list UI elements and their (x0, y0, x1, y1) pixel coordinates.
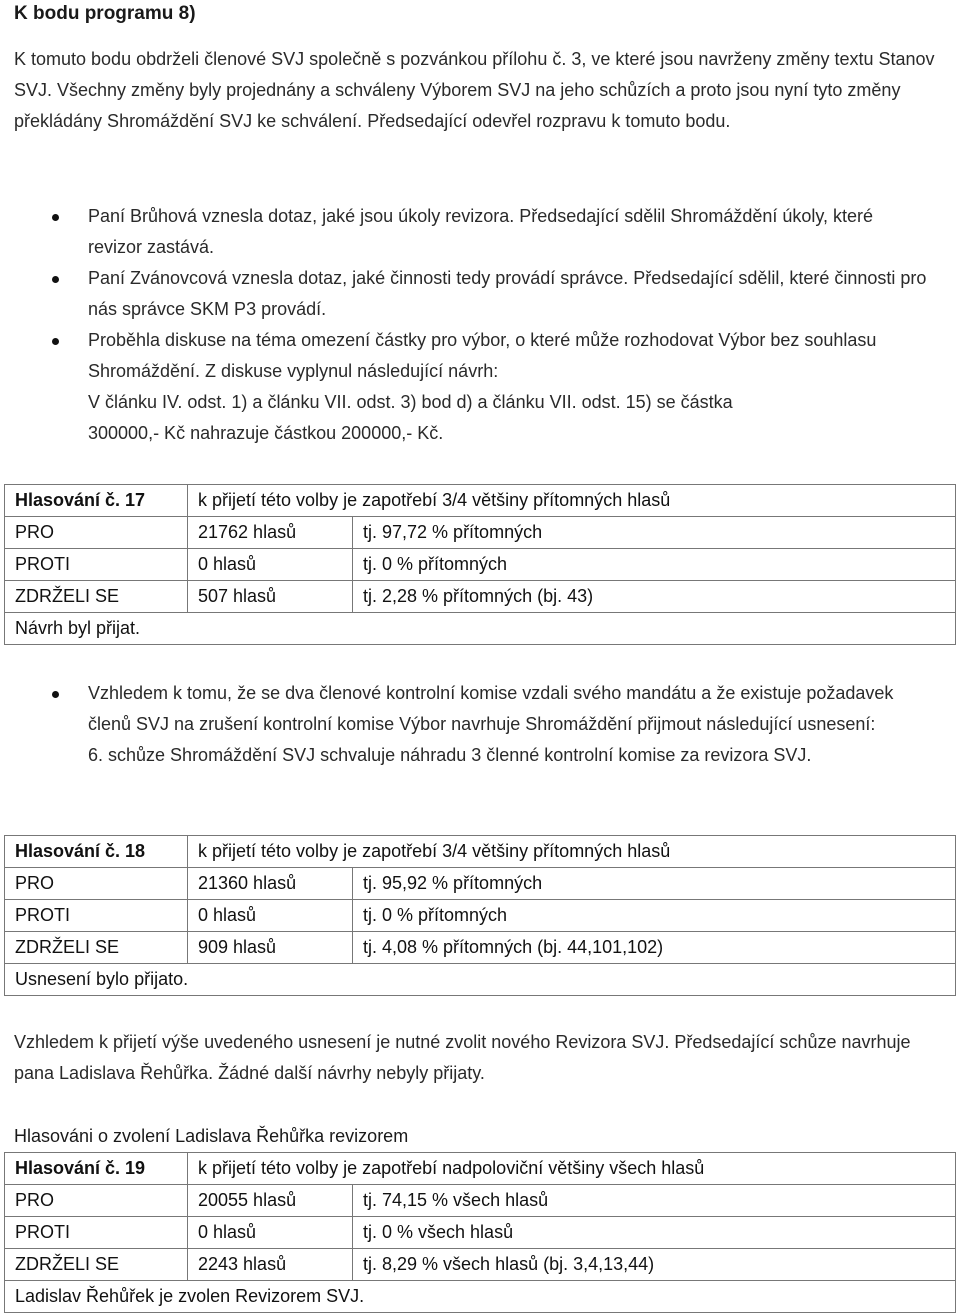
table-row: PROTI 0 hlasů tj. 0 % přítomných (5, 549, 956, 581)
vote-table-18 (4, 835, 956, 996)
table-row: PROTI 0 hlasů tj. 0 % přítomných (5, 900, 956, 932)
table-row: PROTI 0 hlasů tj. 0 % všech hlasů (5, 1217, 956, 1249)
vote-table-17 (4, 484, 956, 645)
list-item: Paní Zvánovcová vznesla dotaz, jaké činnosti tedy provádí správce. Předsedající sdělil, které činnosti pro nás správce SKM P3 provádí. (0, 263, 928, 325)
vote-result: Usnesení bylo přijato. (5, 964, 956, 996)
vote-label: Hlasování č. 19 (5, 1153, 188, 1185)
table-row: ZDRŽELI SE 909 hlasů tj. 4,08 % přítomných (bj. 44,101,102) (5, 932, 956, 964)
vote-requirement: k přijetí této volby je zapotřebí nadpoloviční většiny všech hlasů (188, 1153, 956, 1185)
vote-requirement: k přijetí této volby je zapotřebí 3/4 většiny přítomných hlasů (188, 836, 956, 868)
table-row: ZDRŽELI SE 507 hlasů tj. 2,28 % přítomných (bj. 43) (5, 581, 956, 613)
nomination-paragraph: Vzhledem k přijetí výše uvedeného usnesení je nutné zvolit nového Revizora SVJ. Předsedající schůze navrhuje pana Ladislava Řehůřka. Žádné další návrhy nebyly přijaty. (14, 1032, 911, 1083)
vote-result: Návrh byl přijat. (5, 613, 956, 645)
vote-table-19 (4, 1152, 956, 1313)
section-heading: K bodu programu 8) (14, 3, 196, 24)
bullet-icon (52, 691, 59, 698)
vote-19-title: Hlasováni o zvolení Ladislava Řehůřka revizorem (14, 1126, 409, 1146)
list-item: Paní Brůhová vznesla dotaz, jaké jsou úkoly revizora. Předsedající sdělil Shromáždění úkoly, které revizor zastává. (0, 201, 928, 263)
table-row: PRO 21762 hlasů tj. 97,72 % přítomných (5, 517, 956, 549)
intro-paragraph: K tomuto bodu obdrželi členové SVJ společně s pozvánkou přílohu č. 3, ve které jsou navrženy změny textu Stanov SVJ. Všechny změny byly projednány a schváleny Výborem SVJ na jeho schůzích a proto jsou nyní tyto změny překládány Shromáždění SVJ ke schválení. Předsedající odevřel rozpravu k tomuto bodu. (14, 49, 935, 131)
list-item: Proběhla diskuse na téma omezení částky pro výbor, o které může rozhodovat Výbor bez souhlasu Shromáždění. Z diskuse vyplynul následující návrh: V článku IV. odst. 1) a článku VII. odst. 3) bod d) a článku VII. odst. 15) se částka 300000,- Kč nahrazuje částkou 200000,- Kč. (0, 325, 928, 449)
table-row: PRO 21360 hlasů tj. 95,92 % přítomných (5, 868, 956, 900)
bullet-icon (52, 338, 59, 345)
vote-label: Hlasování č. 17 (5, 485, 188, 517)
proposal-list (0, 678, 960, 771)
table-row: ZDRŽELI SE 2243 hlasů tj. 8,29 % všech hlasů (bj. 3,4,13,44) (5, 1249, 956, 1281)
bullet-icon (52, 276, 59, 283)
bullet-icon (52, 214, 59, 221)
discussion-list (0, 201, 960, 449)
table-row: PRO 20055 hlasů tj. 74,15 % všech hlasů (5, 1185, 956, 1217)
vote-result: Ladislav Řehůřek je zvolen Revizorem SVJ. (5, 1281, 956, 1313)
list-item: Vzhledem k tomu, že se dva členové kontrolní komise vzdali svého mandátu a že existuje požadavek členů SVJ na zrušení kontrolní komise Výbor navrhuje Shromáždění přijmout následující usnesení: 6. schůze Shromáždění SVJ schvaluje náhradu 3 členné kontrolní komise za revizora SVJ. (0, 678, 928, 771)
vote-requirement: k přijetí této volby je zapotřebí 3/4 většiny přítomných hlasů (188, 485, 956, 517)
vote-label: Hlasování č. 18 (5, 836, 188, 868)
